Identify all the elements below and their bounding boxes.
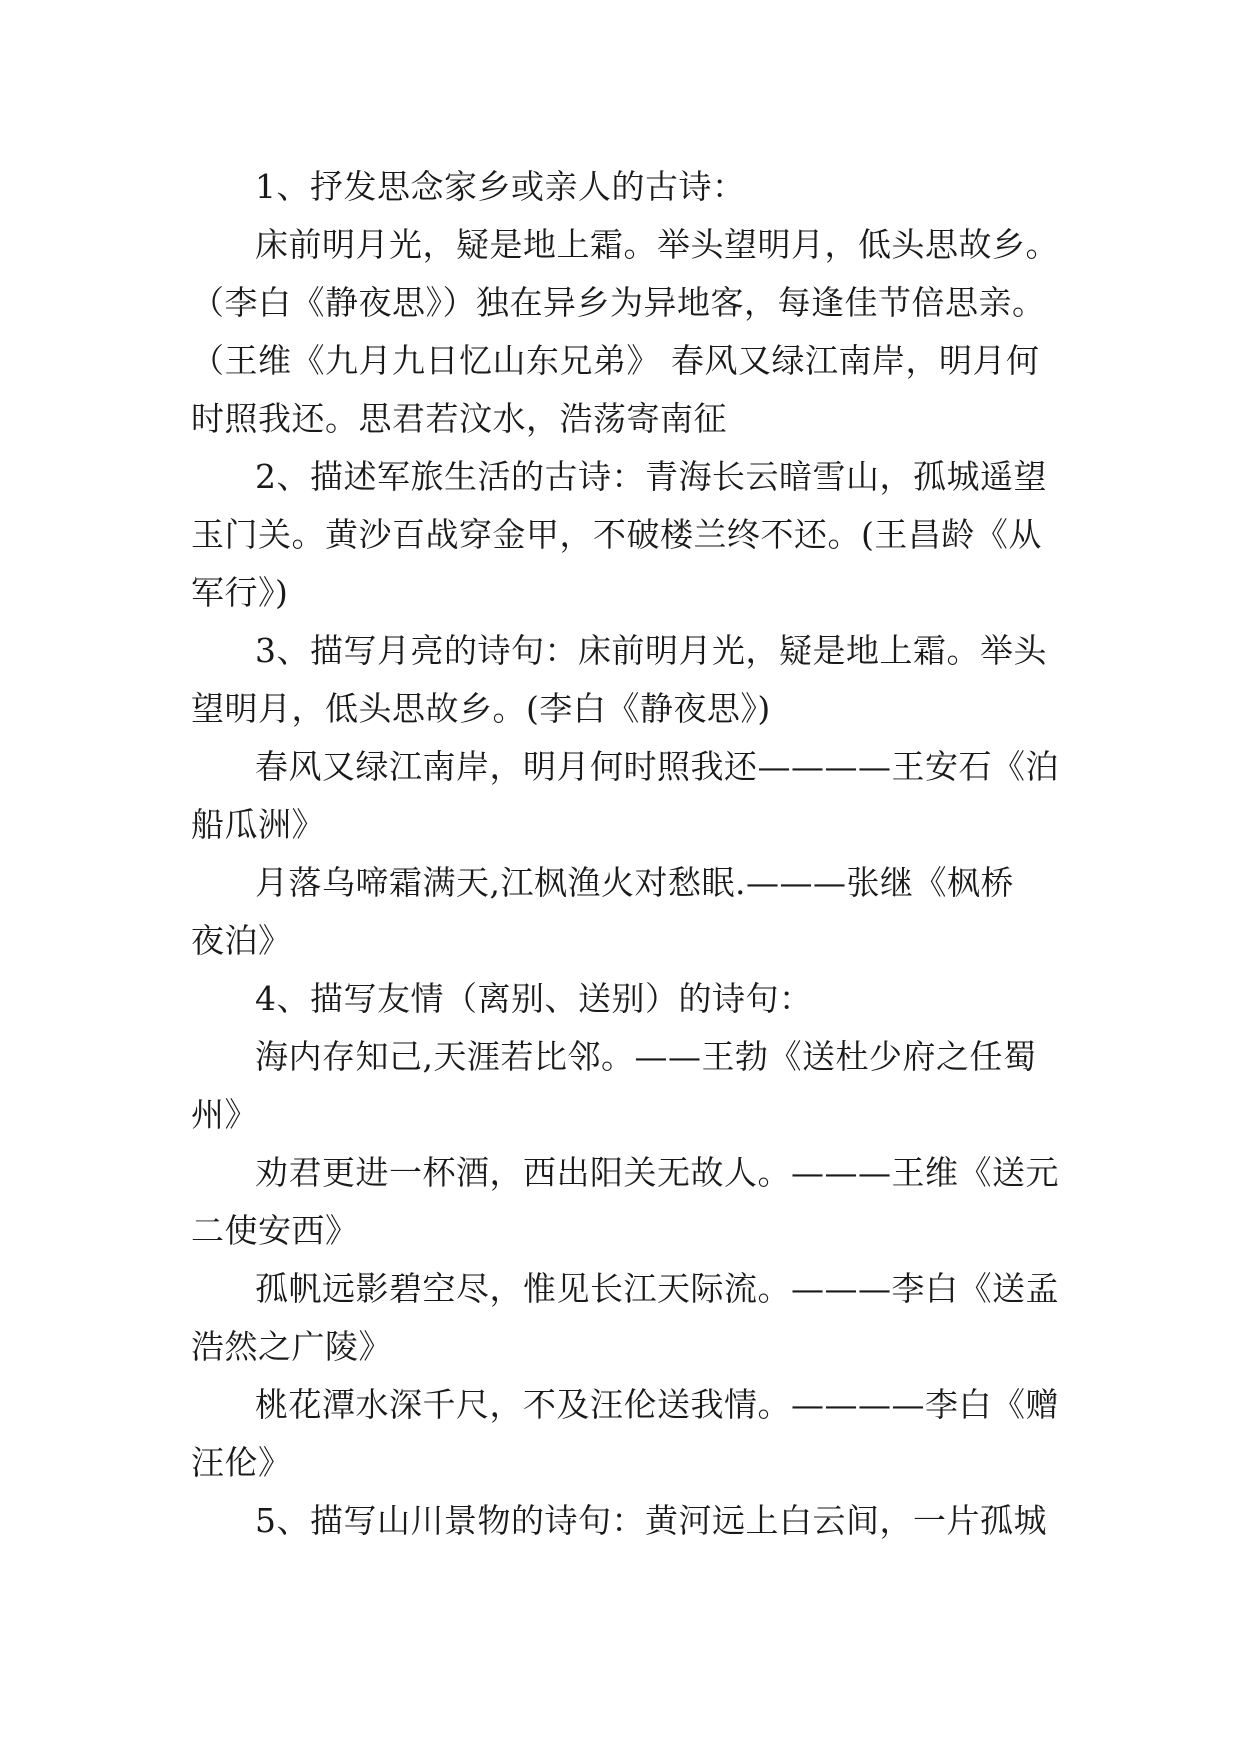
text-line: 浩然之广陵》 <box>191 1327 392 1366</box>
text-line: 3、描写月亮的诗句：床前明月光，疑是地上霜。举头 <box>255 631 1047 670</box>
text-line: 汪伦》 <box>191 1443 292 1482</box>
text-line: 4、描写友情（离别、送别）的诗句： <box>255 979 813 1018</box>
text-line: （李白《静夜思》）独在异乡为异地客，每逢佳节倍思亲。 <box>191 283 1046 322</box>
text-line: （王维《九月九日忆山东兄弟》 春风又绿江南岸，明月何 <box>191 341 1040 380</box>
text-line: 夜泊》 <box>191 921 292 960</box>
text-line: 望明月，低头思故乡。(李白《静夜思》) <box>191 689 771 728</box>
text-line: 海内存知己,天涯若比邻。——王勃《送杜少府之任蜀 <box>255 1037 1037 1076</box>
document-page <box>191 158 1059 1550</box>
text-line: 床前明月光，疑是地上霜。举头望明月，低头思故乡。 <box>255 225 1059 264</box>
text-line: 桃花潭水深千尺，不及汪伦送我情。————李白《赠 <box>255 1385 1059 1424</box>
text-line: 孤帆远影碧空尽，惟见长江天际流。———李白《送孟 <box>255 1269 1059 1308</box>
text-line: 5、描写山川景物的诗句：黄河远上白云间，一片孤城 <box>255 1501 1047 1540</box>
text-line: 船瓜洲》 <box>191 805 325 844</box>
text-line: 军行》) <box>191 573 289 612</box>
text-line: 2、描述军旅生活的古诗：青海长云暗雪山，孤城遥望 <box>255 457 1047 496</box>
text-line: 二使安西》 <box>191 1211 359 1250</box>
text-line: 春风又绿江南岸，明月何时照我还————王安石《泊 <box>255 747 1059 786</box>
text-line: 州》 <box>191 1095 258 1134</box>
text-line: 1、抒发思念家乡或亲人的古诗： <box>255 167 746 206</box>
text-line: 时照我还。思君若汶水，浩荡寄南征 <box>191 399 727 438</box>
text-line: 劝君更进一杯酒，西出阳关无故人。———王维《送元 <box>255 1153 1059 1192</box>
text-line: 月落乌啼霜满天,江枫渔火对愁眠.———张继《枫桥 <box>255 863 1014 902</box>
text-line: 玉门关。黄沙百战穿金甲，不破楼兰终不还。(王昌龄《从 <box>191 515 1042 554</box>
